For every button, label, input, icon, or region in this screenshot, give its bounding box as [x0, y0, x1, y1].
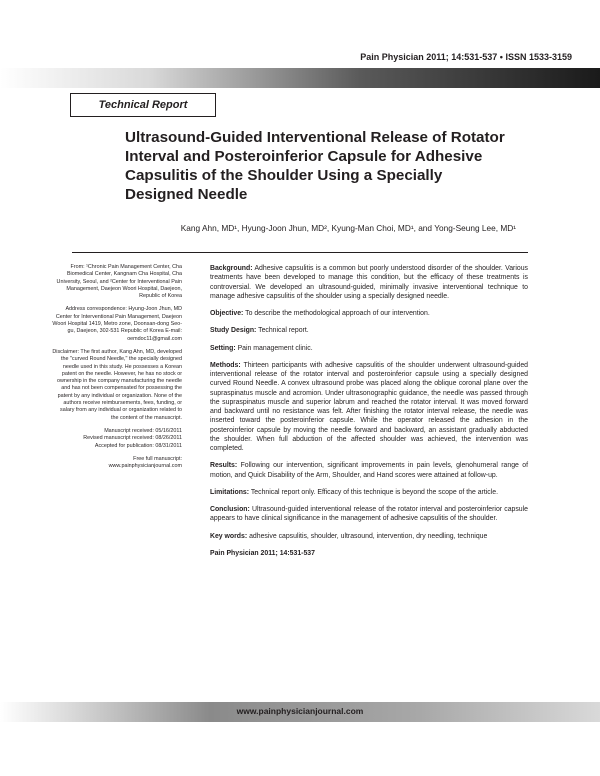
- affiliations: From: ¹Chronic Pain Management Center, Cha Biomedical Center, Kangnam Cha Hospital, Cha University, Seoul, and ²Center for Interventional Pain Management, Daejeon Woori Hospital, Daejeon, Republic of Korea: [56, 264, 182, 300]
- footer-url-link[interactable]: www.painphysicianjournal.com: [236, 706, 364, 716]
- objective-text: To describe the methodological approach of our intervention.: [245, 310, 430, 317]
- setting-label: Setting:: [210, 344, 236, 352]
- abstract-design: [210, 326, 528, 335]
- header-gradient-bar: [0, 68, 600, 88]
- objective-label: Objective:: [210, 310, 244, 317]
- correspondence-address: Address correspondence: Hyung-Joon Jhun, MD Center for Interventional Pain Management, Daejeon Woori Hospital 1419, Metro zone, Doonsan-dong Seo-gu, Daejeon, 302-531 Republic of Korea E-mail: oemdoc11@gmail.com: [52, 306, 182, 342]
- received-date: Manuscript received: 05/16/2011: [104, 427, 182, 434]
- background-label: Background:: [210, 265, 253, 272]
- disclaimer: Disclaimer: The first author, Kang Ahn, MD, developed the "curved Round Needle," the specially designed needle used in this study. He possesses a Korean patent on the needle. However, he has no stock or ownership in the company manufacturing the needle and has not been compensated for possessing the patent by any individual or organization. None of the authors receive reimbursements, fees, funding, or salary from any individual or organization related to the content of the manuscript.: [52, 348, 182, 421]
- conclusion-text: Ultrasound-guided interventional release of the rotator interval and posteroinferior capsule appears to have clinical significance in the management of adhesive capsulitis of the shoulder.: [210, 506, 528, 523]
- accepted-date: Accepted for publication: 08/31/2011: [94, 442, 182, 449]
- section-label: Technical Report: [98, 99, 188, 111]
- methods-label: Methods:: [210, 361, 241, 369]
- conclusion-label: Conclusion:: [210, 506, 250, 513]
- results-text: Following our intervention, significant improvements in pain levels, glenohumeral range of motion, and Quick Disability of the Arm, Shoulder, and Hand scores were attained at follow-up.: [210, 462, 528, 479]
- abstract-limitations: [210, 488, 528, 497]
- limitations-text: Technical report only. Efficacy of this technique is beyond the scope of the article.: [250, 488, 499, 496]
- abstract-citation: Pain Physician 2011; 14:531-537: [210, 549, 315, 557]
- abstract-methods: [210, 361, 528, 454]
- sidebar-notes: [52, 264, 182, 476]
- keywords-text: adhesive capsulitis, shoulder, ultrasound, intervention, dry needling, technique: [249, 532, 488, 540]
- background-text: Adhesive capsulitis is a common but poorly understood disorder of the shoulder. Various treatments have been developed to manage this condition, but the efficacy of these treatments is controversial. We developed an ultrasound-guided, minimally invasive interventional technique to manage adhesive capsulitis of the shoulder using a specially designed needle.: [210, 265, 528, 300]
- section-label-box: [70, 93, 216, 117]
- abstract-conclusion: [210, 505, 528, 524]
- divider-rule: [72, 252, 528, 253]
- abstract-results: [210, 461, 528, 480]
- abstract-background: [210, 264, 528, 301]
- design-text: Technical report.: [258, 327, 309, 335]
- free-manuscript-label: Free full manuscript:: [133, 455, 182, 462]
- revised-date: Revised manuscript received: 08/26/2011: [83, 435, 182, 442]
- abstract-objective: [210, 309, 528, 318]
- setting-text: Pain management clinic.: [237, 344, 313, 352]
- free-manuscript-link[interactable]: www.painphysicianjournal.com: [108, 463, 182, 470]
- article-title: Ultrasound-Guided Interventional Release of Rotator Interval and Posteroinferior Capsule for Adhesive Capsulitis of the Shoulder Using a Specially Designed Needle: [125, 129, 505, 203]
- free-manuscript: [52, 456, 182, 471]
- design-label: Study Design:: [210, 327, 257, 335]
- results-label: Results:: [210, 462, 238, 470]
- abstract-setting: [210, 344, 528, 353]
- abstract-keywords: [210, 532, 528, 541]
- manuscript-dates: [52, 428, 182, 450]
- limitations-label: Limitations:: [210, 488, 250, 496]
- journal-citation: Pain Physician 2011; 14:531-537 • ISSN 1533-3159: [360, 52, 572, 62]
- abstract: [210, 264, 528, 674]
- author-list: Kang Ahn, MD¹, Hyung-Joon Jhun, MD², Kyung-Man Choi, MD¹, and Yong-Seung Lee, MD¹: [180, 223, 516, 233]
- keywords-label: Key words:: [210, 532, 248, 540]
- methods-text: Thirteen participants with adhesive capsulitis of the shoulder underwent ultrasound-guided interventional release of the rotator interval and posteroinferior capsule using a specially designed curved Round Needle. A convex ultrasound probe was placed along the oblique coronal plane over the supraspinatus muscle and acromion. Under ultrasonographic guidance, the needle was passed through the supraspinatus muscle and superior labrum and reached the rotator interval. It was moved forward and backward until no resistance was felt. After finishing the rotator interval release, the needle was inserted toward the posteroinferior capsule. While the operator released the adhesion in the posteroinferior capsule by moving the needle forward and backward, an assistant gradually abducted the shoulder. When full abduction of the affected shoulder was achieved, the intervention was completed.: [210, 361, 528, 452]
